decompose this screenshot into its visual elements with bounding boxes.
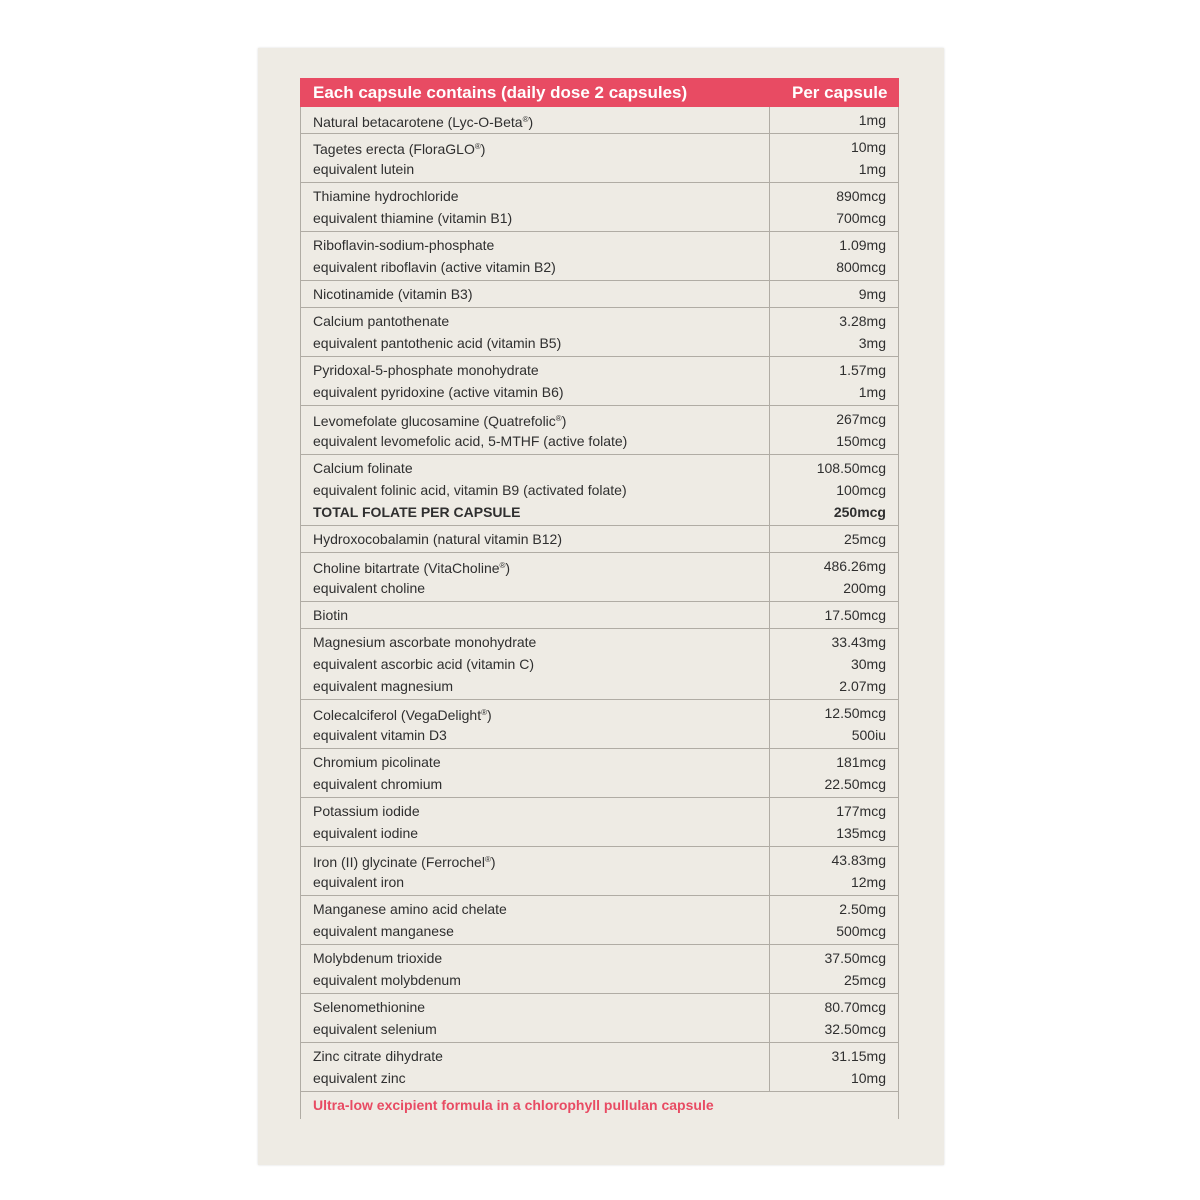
ingredient-amount: 500iu bbox=[851, 727, 886, 743]
ingredient-name: equivalent manganese bbox=[313, 923, 454, 939]
registered-mark: ® bbox=[484, 855, 491, 864]
ingredient-name: Choline bitartrate (VitaCholine®) bbox=[313, 560, 511, 576]
ingredient-cell bbox=[301, 134, 770, 183]
ingredient-amount: 30mg bbox=[850, 656, 886, 672]
ingredient-name: equivalent pyridoxine (active vitamin B6) bbox=[313, 384, 564, 400]
ingredient-name: equivalent molybdenum bbox=[313, 972, 461, 988]
amount-cell bbox=[770, 308, 899, 357]
amount-cell bbox=[770, 455, 899, 526]
table-row bbox=[301, 749, 899, 798]
ingredient-name: Pyridoxal-5-phosphate monohydrate bbox=[313, 362, 539, 378]
ingredient-cell bbox=[301, 526, 770, 553]
ingredient-cell bbox=[301, 700, 770, 749]
ingredient-amount: 250mcg bbox=[833, 504, 886, 520]
amount-cell bbox=[770, 526, 899, 553]
ingredient-amount: 108.50mcg bbox=[816, 460, 886, 476]
ingredient-amount: 800mcg bbox=[836, 259, 886, 275]
ingredient-name: Natural betacarotene (Lyc-O-Beta®) bbox=[313, 114, 534, 130]
ingredient-amount: 2.50mg bbox=[839, 901, 886, 917]
amount-cell bbox=[770, 749, 899, 798]
ingredient-name: Tagetes erecta (FloraGLO®) bbox=[313, 141, 486, 157]
ingredient-amount: 890mcg bbox=[836, 188, 886, 204]
table-row bbox=[301, 798, 899, 847]
amount-cell bbox=[770, 994, 899, 1043]
ingredient-name: Iron (II) glycinate (Ferrochel®) bbox=[313, 854, 496, 870]
ingredient-amount: 100mcg bbox=[836, 482, 886, 498]
ingredient-name: Thiamine hydrochloride bbox=[313, 188, 459, 204]
ingredient-name: equivalent lutein bbox=[313, 161, 415, 177]
ingredient-amount: 32.50mcg bbox=[824, 1021, 886, 1037]
ingredient-cell bbox=[301, 1043, 770, 1092]
ingredient-name: Calcium pantothenate bbox=[313, 313, 450, 329]
amount-column-header: Per capsule bbox=[770, 79, 899, 107]
ingredient-name: equivalent thiamine (vitamin B1) bbox=[313, 210, 513, 226]
table-row bbox=[301, 1043, 899, 1092]
ingredient-name: Manganese amino acid chelate bbox=[313, 901, 507, 917]
amount-cell bbox=[770, 357, 899, 406]
ingredient-cell bbox=[301, 798, 770, 847]
ingredient-amount: 10mg bbox=[850, 1070, 886, 1086]
table-row bbox=[301, 945, 899, 994]
table-row bbox=[301, 406, 899, 455]
registered-mark: ® bbox=[522, 115, 529, 124]
ingredient-amount: 1.57mg bbox=[839, 362, 886, 378]
ingredient-name: Colecalciferol (VegaDelight®) bbox=[313, 707, 492, 723]
ingredient-amount: 500mcg bbox=[836, 923, 886, 939]
ingredient-name: Zinc citrate dihydrate bbox=[313, 1048, 443, 1064]
ingredient-cell bbox=[301, 107, 770, 134]
table-row bbox=[301, 308, 899, 357]
ingredient-amount: 31.15mg bbox=[831, 1048, 886, 1064]
ingredient-cell bbox=[301, 945, 770, 994]
ingredient-amount: 25mcg bbox=[843, 531, 886, 547]
table-row bbox=[301, 455, 899, 526]
ingredient-name: Hydroxocobalamin (natural vitamin B12) bbox=[313, 531, 562, 547]
amount-cell bbox=[770, 107, 899, 134]
ingredient-column-header: Each capsule contains (daily dose 2 capsules) bbox=[301, 79, 770, 107]
ingredient-amount: 1.09mg bbox=[839, 237, 886, 253]
ingredient-amount: 80.70mcg bbox=[824, 999, 886, 1015]
ingredient-amount: 37.50mcg bbox=[824, 950, 886, 966]
amount-cell bbox=[770, 602, 899, 629]
ingredient-cell bbox=[301, 406, 770, 455]
ingredient-amount: 1mg bbox=[858, 384, 886, 400]
ingredient-amount: 3.28mg bbox=[839, 313, 886, 329]
ingredient-cell bbox=[301, 602, 770, 629]
ingredient-amount: 177mcg bbox=[836, 803, 886, 819]
ingredient-name: Biotin bbox=[313, 607, 349, 623]
ingredient-amount: 25mcg bbox=[843, 972, 886, 988]
table-row bbox=[301, 232, 899, 281]
ingredient-name: equivalent choline bbox=[313, 580, 426, 596]
registered-mark: ® bbox=[555, 414, 562, 423]
ingredient-name: equivalent vitamin D3 bbox=[313, 727, 447, 743]
ingredient-amount: 1mg bbox=[858, 161, 886, 177]
ingredient-cell bbox=[301, 308, 770, 357]
amount-cell bbox=[770, 945, 899, 994]
amount-cell bbox=[770, 281, 899, 308]
ingredient-amount: 200mg bbox=[843, 580, 886, 596]
registered-mark: ® bbox=[481, 708, 487, 717]
amount-cell bbox=[770, 700, 899, 749]
ingredient-amount: 22.50mcg bbox=[824, 776, 886, 792]
table-row bbox=[301, 553, 899, 602]
ingredient-name: TOTAL FOLATE PER CAPSULE bbox=[313, 504, 521, 520]
ingredient-name: equivalent folinic acid, vitamin B9 (activated folate) bbox=[313, 482, 627, 498]
ingredient-amount: 1mg bbox=[858, 112, 886, 128]
ingredient-cell bbox=[301, 357, 770, 406]
ingredient-cell bbox=[301, 281, 770, 308]
table-row bbox=[301, 107, 899, 134]
amount-cell bbox=[770, 896, 899, 945]
table-row bbox=[301, 357, 899, 406]
ingredient-amount: 135mcg bbox=[836, 825, 886, 841]
ingredient-amount: 12mg bbox=[850, 874, 886, 890]
table-row bbox=[301, 134, 899, 183]
ingredient-amount: 486.26mg bbox=[823, 558, 886, 574]
amount-cell bbox=[770, 847, 899, 896]
ingredient-cell bbox=[301, 629, 770, 700]
ingredient-amount: 700mcg bbox=[836, 210, 886, 226]
ingredient-name: equivalent magnesium bbox=[313, 678, 454, 694]
amount-cell bbox=[770, 406, 899, 455]
amount-cell bbox=[770, 134, 899, 183]
ingredient-name: equivalent iodine bbox=[313, 825, 419, 841]
ingredient-amount: 150mcg bbox=[836, 433, 886, 449]
ingredient-name: Chromium picolinate bbox=[313, 754, 441, 770]
footer-note: Ultra-low excipient formula in a chlorophyll pullulan capsule bbox=[301, 1092, 899, 1120]
ingredient-cell bbox=[301, 749, 770, 798]
ingredient-amount: 10mg bbox=[850, 139, 886, 155]
registered-mark: ® bbox=[499, 561, 506, 570]
table-row bbox=[301, 281, 899, 308]
ingredient-name: equivalent pantothenic acid (vitamin B5) bbox=[313, 335, 562, 351]
ingredient-name: Potassium iodide bbox=[313, 803, 420, 819]
nutrition-table bbox=[300, 78, 899, 1119]
table-row bbox=[301, 896, 899, 945]
amount-cell bbox=[770, 553, 899, 602]
ingredient-name: equivalent riboflavin (active vitamin B2) bbox=[313, 259, 556, 275]
ingredient-cell bbox=[301, 455, 770, 526]
table-row bbox=[301, 700, 899, 749]
ingredient-name: Nicotinamide (vitamin B3) bbox=[313, 286, 473, 302]
ingredient-cell bbox=[301, 553, 770, 602]
ingredient-amount: 3mg bbox=[858, 335, 886, 351]
registered-mark: ® bbox=[474, 142, 481, 151]
ingredient-cell bbox=[301, 994, 770, 1043]
amount-cell bbox=[770, 1043, 899, 1092]
ingredient-name: equivalent levomefolic acid, 5-MTHF (active folate) bbox=[313, 433, 628, 449]
ingredient-name: Selenomethionine bbox=[313, 999, 426, 1015]
ingredient-amount: 9mg bbox=[858, 286, 886, 302]
table-row bbox=[301, 847, 899, 896]
ingredient-cell bbox=[301, 232, 770, 281]
ingredient-cell bbox=[301, 847, 770, 896]
ingredient-name: equivalent selenium bbox=[313, 1021, 437, 1037]
ingredient-name: Calcium folinate bbox=[313, 460, 413, 476]
ingredient-amount: 12.50mcg bbox=[824, 705, 886, 721]
ingredient-name: equivalent ascorbic acid (vitamin C) bbox=[313, 656, 534, 672]
amount-cell bbox=[770, 183, 899, 232]
ingredient-amount: 2.07mg bbox=[839, 678, 886, 694]
table-header-row bbox=[301, 79, 899, 107]
table-row bbox=[301, 526, 899, 553]
ingredient-amount: 181mcg bbox=[836, 754, 886, 770]
ingredient-amount: 267mcg bbox=[836, 411, 886, 427]
ingredient-name: Magnesium ascorbate monohydrate bbox=[313, 634, 537, 650]
table-row bbox=[301, 183, 899, 232]
ingredient-amount: 43.83mg bbox=[831, 852, 886, 868]
ingredient-name: equivalent chromium bbox=[313, 776, 443, 792]
ingredient-amount: 33.43mg bbox=[831, 634, 886, 650]
ingredient-cell bbox=[301, 896, 770, 945]
ingredient-amount: 17.50mcg bbox=[824, 607, 886, 623]
table-body bbox=[301, 107, 899, 1092]
ingredient-name: Levomefolate glucosamine (Quatrefolic®) bbox=[313, 413, 567, 429]
ingredient-cell bbox=[301, 183, 770, 232]
table-row bbox=[301, 994, 899, 1043]
table-row bbox=[301, 629, 899, 700]
table-row bbox=[301, 602, 899, 629]
ingredient-name: equivalent iron bbox=[313, 874, 405, 890]
ingredient-name: Riboflavin-sodium-phosphate bbox=[313, 237, 495, 253]
amount-cell bbox=[770, 798, 899, 847]
ingredient-name: equivalent zinc bbox=[313, 1070, 406, 1086]
table-footer-row bbox=[301, 1092, 899, 1120]
amount-cell bbox=[770, 232, 899, 281]
amount-cell bbox=[770, 629, 899, 700]
ingredient-name: Molybdenum trioxide bbox=[313, 950, 443, 966]
